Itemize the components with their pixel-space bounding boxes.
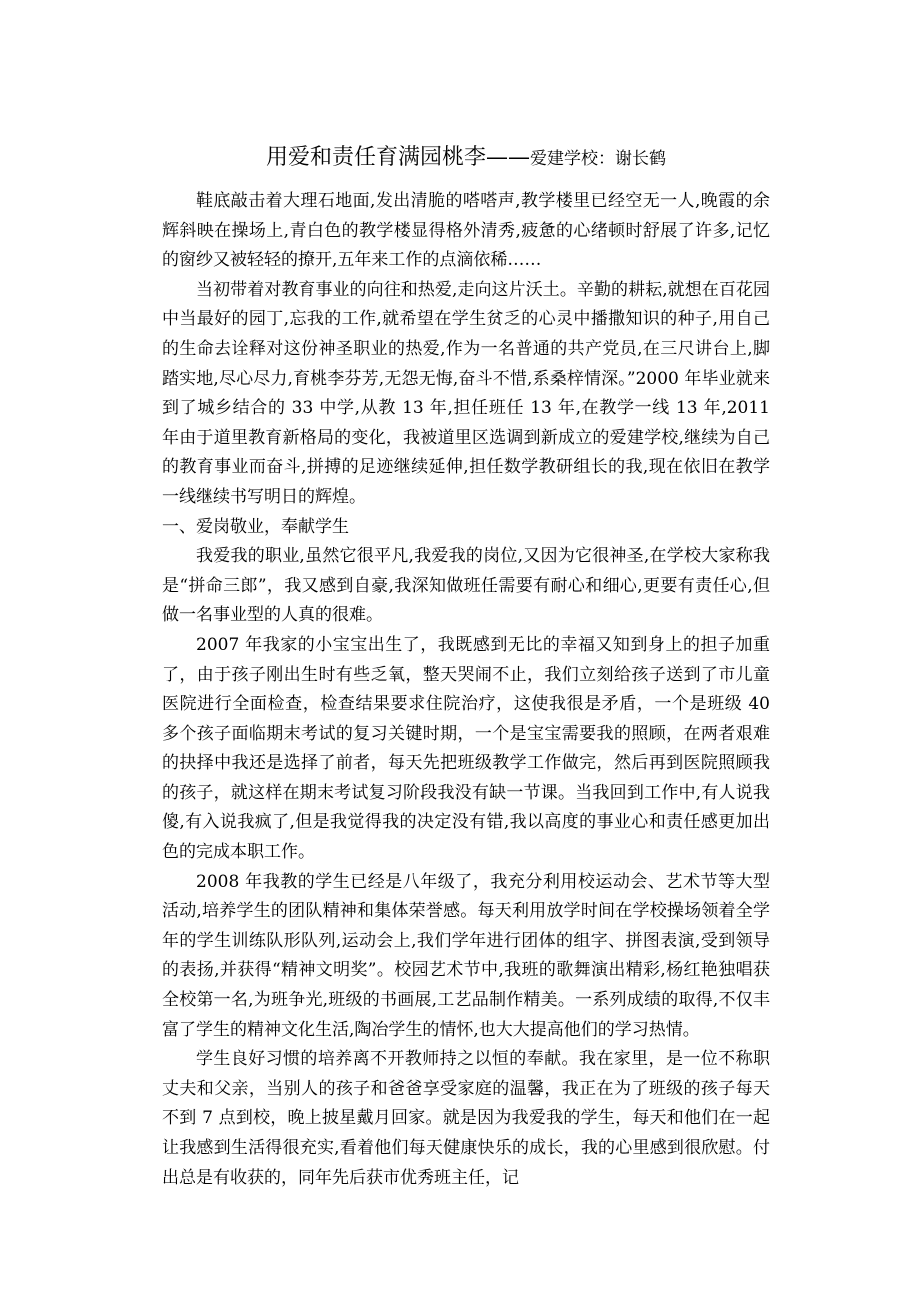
paragraph-intro: 鞋底敲击着大理石地面,发出清脆的嗒嗒声,教学楼里已经空无一人,晚霞的余辉斜映在操场上,青白色的教学楼显得格外清秀,疲惫的心绪顿时舒展了许多,记忆的窗纱又被轻轻的撩开,五年来工作的点滴依稀……	[162, 191, 770, 271]
document-page	[162, 140, 770, 1193]
paragraph-background: 当初带着对教育事业的向往和热爱,走向这片沃土。辛勤的耕耘,就想在百花园中当最好的园丁,忘我的工作,就希望在学生贫乏的心灵中播撒知识的种子,用自己的生命去诠释对这份神圣职业的热爱,作为一名普通的共产党员,在三尺讲台上,脚踏实地,尽心尽力,育桃李芬芳,无怨无悔,奋斗不惜,系桑梓情深。”2000 年毕业就来到了城乡结合的 33 中学,从教 13 年,担任班任 13 年,在教学一线 13 年,2011 年由于道里教育新格局的变化，我被道里区选调到新成立的爱建学校,继续为自己的教育事业而奋斗,拼搏的足迹继续延伸,担任数学教研组长的我,现在依旧在教学一线继续书写明日的辉煌。	[162, 279, 770, 507]
paragraph-dedication: 我爱我的职业,虽然它很平凡,我爱我的岗位,又因为它很神圣,在学校大家称我是“拼命三郎”，我又感到自豪,我深知做班任需要有耐心和细心,更要有责任心,但做一名事业型的人真的很难。	[162, 546, 770, 626]
paragraph-2008: 2008 年我教的学生已经是八年级了，我充分利用校运动会、艺术节等大型活动,培养学生的团队精神和集体荣誉感。每天利用放学时间在学校操场领着全学年的学生训练队形队列,运动会上,我们学年进行团体的组字、拼图表演,受到领导的表扬,并获得“精神文明奖”。校园艺术节中,我班的歌舞演出精彩,杨红艳独唱获全校第一名,为班争光,班级的书画展,工艺品制作精美。一系列成绩的取得,不仅丰富了学生的精神文化生活,陶冶学生的情怀,也大大提高他们的学习热情。	[162, 871, 770, 1040]
document-title	[162, 140, 770, 177]
title-main: 用爱和责任育满园桃李——	[265, 145, 530, 170]
section-heading: 一、爱岗敬业，奉献学生	[162, 516, 349, 537]
title-author: 爱建学校：谢长鹤	[530, 149, 666, 169]
paragraph-2007: 2007 年我家的小宝宝出生了，我既感到无比的幸福又知到身上的担子加重了，由于孩子刚出生时有些乏氧，整天哭闹不止，我们立刻给孩子送到了市儿童医院进行全面检查，检查结果要求住院治疗，这使我很是矛盾，一个是班级 40 多个孩子面临期末考试的复习关键时期，一个是宝宝需要我的照顾，在两者艰难的抉择中我还是选择了前者，每天先把班级教学工作做完，然后再到医院照顾我的孩子，就这样在期末考试复习阶段我没有缺一节课。当我回到工作中,有人说我傻,有入说我疯了,但是我觉得我的决定没有错,我以高度的事业心和责任感更加出色的完成本职工作。	[162, 634, 770, 863]
paragraph-habits: 学生良好习惯的培养离不开教师持之以恒的奉献。我在家里，是一位不称职丈夫和父亲，当别人的孩子和爸爸享受家庭的温馨，我正在为了班级的孩子每天不到 7 点到校，晚上披星戴月回家。就是因为我爱我的学生，每天和他们在一起让我感到生活得很充实,看着他们每天健康快乐的成长，我的心里感到很欣慰。付出总是有收获的，同年先后获市优秀班主任，记	[162, 1049, 770, 1188]
